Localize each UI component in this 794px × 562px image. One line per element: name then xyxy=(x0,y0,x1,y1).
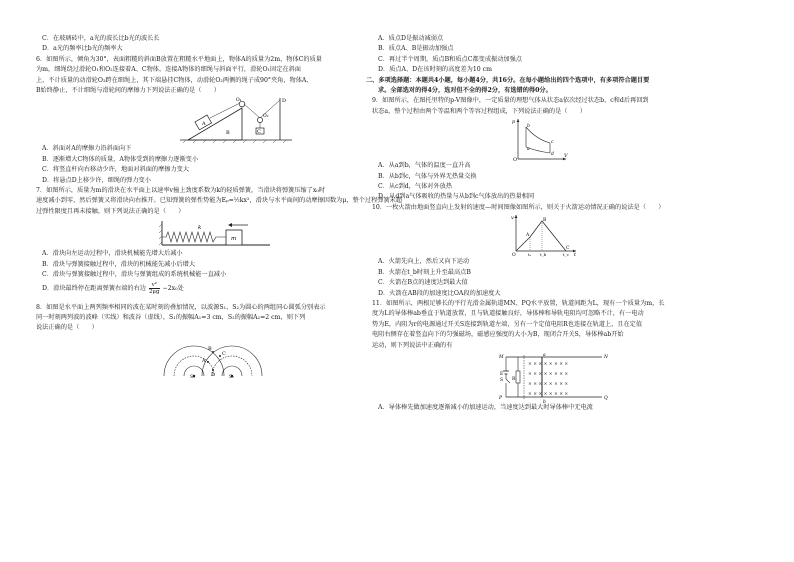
label-b: b xyxy=(543,399,546,405)
label-c: C xyxy=(566,246,570,252)
svg-text:× × × × × × × ×: × × × × × × × × xyxy=(528,371,569,377)
q7-option-a: A．滑块向左运动过程中，滑块机械能先增大后减小 xyxy=(42,250,183,258)
label-m: M xyxy=(499,354,504,360)
q9-pv-figure xyxy=(366,117,696,164)
label-tb: t_b xyxy=(540,252,547,258)
q8-line: 同一时刻两列波的波峰（实线）和波谷（虚线），S₁的振幅A₁=3 cm，S₂的振幅A₂=2 cm，则下列 xyxy=(36,313,306,321)
label-c: C xyxy=(257,129,261,136)
label-s1: S₁ xyxy=(190,374,195,380)
label-q: Q xyxy=(604,395,608,401)
fraction xyxy=(149,282,160,295)
svg-text:× × × × × × × ×: × × × × × × × × xyxy=(528,361,569,367)
label-t: t xyxy=(574,252,577,259)
q6-line: 6．如图所示，倾角为30°，表面粗糙的斜面B放置在粗糙水平地面上，物体A的质量为2m，物体C的质量 xyxy=(36,55,322,63)
q8-wave-figure xyxy=(30,334,352,378)
label-c: C xyxy=(222,350,226,357)
label-o1: O₁ xyxy=(236,98,242,104)
q9-option-b: B．从b到c，气体与外界无热量交换 xyxy=(378,172,477,180)
label-a: a xyxy=(543,352,546,358)
question-10 xyxy=(366,203,696,299)
label-b: B xyxy=(208,345,212,352)
q11-option-a: A．导体棒先做加速度逐渐减小的加速运动，当速度达到最大时导体棒中无电流 xyxy=(378,403,593,411)
q7-option-c: C．滑块与弹簧接触过程中，滑块与弹簧组成的系统机械能一直减小 xyxy=(42,271,227,279)
q10-line: 10．一枚火箭由地面竖直向上发射的速度—时间图像如图所示，则关于火箭运动情况正确的说法是（ ） xyxy=(372,203,665,211)
label-a: a xyxy=(527,147,530,153)
label-s2: S₂ xyxy=(229,374,234,380)
label-b: B xyxy=(226,130,230,137)
q9-option-a: A．从a到b，气体的温度一直升高 xyxy=(378,162,471,170)
label-v: V xyxy=(564,153,568,160)
q6-line: 上，不计质量的动滑轮O₂跨在细绳上，其下端悬挂C物体，动滑轮O₂两侧的绳子成90°夹角，物体A、 xyxy=(36,76,313,84)
q10-option-a: A．火箭先向上，然后又向下运动 xyxy=(378,258,470,266)
q6-option-a: A．斜面对A的摩擦力沿斜面向下 xyxy=(42,145,132,153)
q7-line: 速度减小到零，然后弹簧又将滑块向右推开。已知弹簧的弹性势能为Eₚ=½kx²，滑块与水平面间的动摩擦因数为μ，整个过程弹簧未超 xyxy=(36,197,403,205)
question-7 xyxy=(30,186,403,296)
q8-line: 说法正确的是（ ） xyxy=(36,324,98,332)
left-column xyxy=(30,34,403,380)
section-2-heading-cont: 求。全部选对的得4分，选对但不全的得2分，有选错的得0分。 xyxy=(378,87,552,95)
section-2-heading: 二、多项选择题：本题共4小题，每小题4分，共16分。在每小题给出的四个选项中，有多项符合题目要 xyxy=(366,76,650,84)
q11-line: 运动，则下列说法中正确的有 xyxy=(372,341,453,349)
q10-vt-figure xyxy=(366,213,696,257)
q7-line: 过弹性限度且再未接触，则下列说法正确的是（ ） xyxy=(36,207,185,215)
q11-rail-figure xyxy=(366,351,696,403)
svg-text:× × × × × × × ×: × × × × × × × × xyxy=(528,381,569,387)
q7-option-d xyxy=(30,281,352,297)
label-m: m xyxy=(231,236,237,243)
q6-option-d: D．将悬点D上移少许，细绳的弹力变小 xyxy=(42,176,151,184)
q8-option-c: C．再过半个周期，质点B和质点C都变成振动加强点 xyxy=(378,55,522,63)
label-b: B xyxy=(543,218,547,224)
label-p: P xyxy=(499,395,503,401)
q8-option-a: A．质点D是振动减弱点 xyxy=(378,35,444,42)
q9-line: 状态a，整个过程由两个等温和两个等容过程组成，下列说法正确的是（ ） xyxy=(372,107,587,115)
label-s: S xyxy=(500,377,504,383)
q8-line: 8．如图是水平面上两列频率相同的波在某时刻的叠加情况，以波源S₁、S₂为圆心的两组同心圆弧分别表示 xyxy=(36,303,326,311)
fraction-denominator: 2μg xyxy=(148,288,160,295)
q6-option-c: C．将竖直杆向右移动少许，地面对斜面的摩擦力变大 xyxy=(42,166,190,174)
fraction-numerator: v² xyxy=(149,282,160,289)
q10-option-b: B．火箭在t_b时刻上升至最高点B xyxy=(378,268,471,276)
label-n: N xyxy=(604,354,608,360)
label-o2: O₂ xyxy=(263,114,269,120)
label-origin: O xyxy=(512,253,516,259)
label-a: A xyxy=(526,233,530,239)
label-k: k xyxy=(198,225,202,232)
label-r: R xyxy=(512,376,516,382)
question-11 xyxy=(366,299,696,413)
label-tc: t_c xyxy=(563,252,569,258)
label-ta: tₐ xyxy=(528,252,532,258)
label-a: A xyxy=(202,357,206,364)
q6-incline-figure xyxy=(30,96,352,144)
question-8 xyxy=(30,303,352,378)
label-d: D xyxy=(211,371,216,378)
q8-option-b: B．质点A、B是振动加强点 xyxy=(378,45,454,53)
q6-line: 为m，细绳绕过滑轮O₁和O₂连接着A、C物体，连接A物体的细绳与斜面平行，滑轮O₁固定在斜面 xyxy=(36,66,301,74)
q11-line: 11．如图所示，两根足够长的平行光滑金属轨道MN、PQ水平放置，轨道间距为L，现有一个质量为m，长 xyxy=(372,299,665,307)
q9-option-d: D．从d到a气体吸收的热量与从b到c气体放出的热量相同 xyxy=(378,193,535,201)
q11-line: 势为E，内阻为r的电源通过开关S连接到轨道左端，另有一个定值电阻R也连接在轨道上，且在定值 xyxy=(372,320,643,328)
label-c: c xyxy=(551,140,554,146)
label-v: v xyxy=(511,215,514,222)
q6-line: B始终静止，不计细绳与滑轮间的摩擦力下列说法正确的是（ ） xyxy=(36,87,220,95)
q9-line: 9．如图所示，在图托里特的p-V图像中，一定质量的理想气体从状态a依次经过状态b、c和d后再回到 xyxy=(372,97,649,105)
q7-option-d-text: D．滑块最终停在距离弹簧右端的右边 xyxy=(42,284,146,292)
label-d: d xyxy=(551,152,554,158)
option-c: C．在玻璃砖中，a光的波长比b光的波长长 xyxy=(42,35,160,42)
right-column xyxy=(366,34,696,413)
q6-option-b: B．逐渐增大C物体的质量，A物体受到的摩擦力逐渐变小 xyxy=(42,155,199,163)
q11-line: 电阻右侧存在着竖直向下的匀强磁场，磁感应强度的大小为B，现闭合开关S，导体棒ab开始 xyxy=(372,331,624,339)
q7-spring-figure xyxy=(30,217,352,249)
label-b: b xyxy=(527,124,530,130)
label-origin: O xyxy=(513,157,518,164)
svg-text:× × × × × × × ×: × × × × × × × × xyxy=(528,391,569,397)
q8-option-d: D．质点A、D在该时刻的高度差为10 cm xyxy=(378,66,492,74)
q7-line: 7．如图所示，质量为m的滑块在水平面上以速率v撞上劲度系数为k的轻质弹簧，当滑块将弹簧压缩了x₀时 xyxy=(36,187,326,195)
label-p: p xyxy=(512,119,516,126)
label-d: D xyxy=(282,98,287,105)
formula-rest: −2x₀处 xyxy=(162,284,184,292)
label-e: E xyxy=(500,371,504,377)
q10-option-d: D．火箭在AB段的加速度比OA段的加速度大 xyxy=(378,289,501,297)
q9-option-c: C．从c到d，气体对外放热 xyxy=(378,183,453,191)
q11-line: 度为L的导体棒ab垂直于轨道放置，且与轨道接触良好，导体棒和导轨电阻均可忽略不计，有一电动 xyxy=(372,310,644,318)
question-6 xyxy=(30,55,352,186)
label-a: A xyxy=(202,121,206,128)
q10-option-c: C．火箭在B点的速度达到最大值 xyxy=(378,279,468,287)
question-9 xyxy=(366,96,696,202)
q7-option-b: B．滑块与弹簧接触过程中，滑块的机械能先减小后增大 xyxy=(42,260,196,268)
option-d: D．a光的频率比b光的频率大 xyxy=(42,45,123,53)
